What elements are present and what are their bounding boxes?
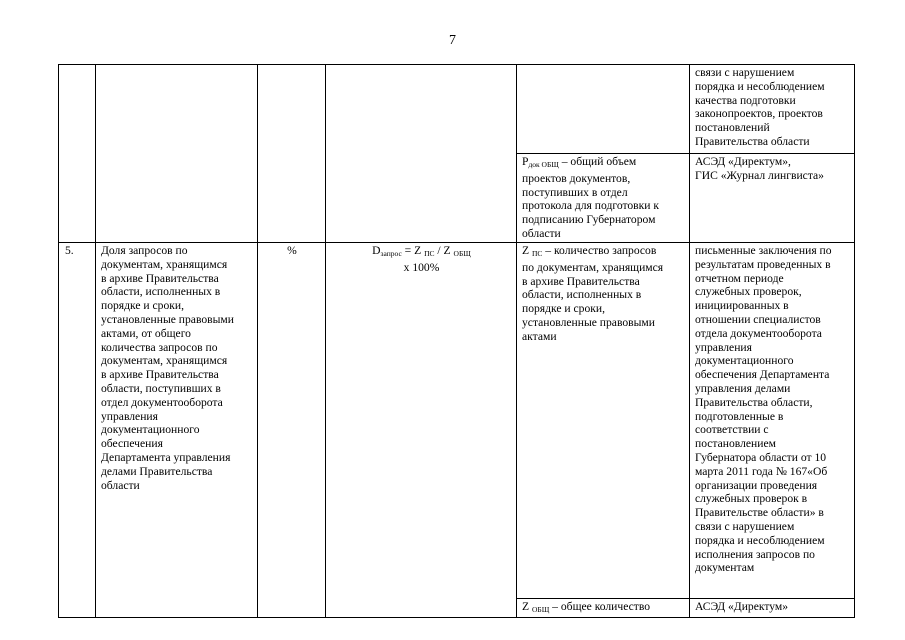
name-line: делами Правительства [101, 464, 213, 478]
indicator-symbol: Z [522, 244, 532, 257]
cell-indicator [517, 243, 690, 599]
name-line: в архиве Правительства [101, 271, 219, 285]
source-line: результатам проведенных в [695, 257, 831, 271]
name-line: количества запросов по [101, 340, 218, 354]
indicator-line: установленные правовыми [522, 315, 655, 329]
formula-multiplier: x 100% [403, 260, 440, 274]
cell-source [690, 243, 855, 599]
name-line: обеспечения [101, 437, 163, 451]
indicator-line: области [522, 226, 561, 240]
formula-line [331, 244, 512, 261]
name-line: Департамента управления [101, 450, 231, 464]
name-line: области [101, 478, 140, 492]
source-line: организации проведения [695, 478, 818, 492]
source-line: управления делами [695, 381, 791, 395]
cell-formula [326, 243, 517, 618]
cell-indicator [517, 154, 690, 243]
source-line: Губернатора области от 10 [695, 450, 827, 464]
source-line: управления [695, 340, 752, 354]
cell-name [96, 65, 258, 243]
name-line: документам, хранящимся [101, 257, 228, 271]
table-row [59, 65, 855, 154]
name-line: в архиве Правительства [101, 368, 219, 382]
indicator-line: подписанию Губернатором [522, 213, 656, 227]
name-line: управления [101, 409, 158, 423]
cell-source-continued [690, 65, 855, 154]
indicator-subscript: док ОБЩ [528, 160, 559, 169]
source-line: АСЭД «Директум», [695, 155, 791, 168]
cell-number: 5. [59, 243, 96, 618]
formula-d-subscript: запрос [380, 249, 402, 258]
formula-eq: = Z [401, 244, 425, 257]
indicator-symbol: P [522, 155, 529, 168]
name-line: Доля запросов по [101, 244, 188, 257]
source-line: качества подготовки [695, 93, 796, 107]
cell-name [96, 243, 258, 618]
source-line: постановлений [695, 121, 770, 135]
indicator-line: области, исполненных в [522, 288, 642, 302]
source-line: Правительства области [695, 134, 810, 148]
source-line: постановлением [695, 437, 776, 451]
cell-unit: % [258, 243, 326, 618]
indicators-table [58, 64, 855, 618]
source-line: документационного [695, 354, 794, 368]
indicator-dash: – [558, 155, 571, 168]
cell-number [59, 65, 96, 243]
indicator-line: протокола для подготовки к [522, 199, 660, 213]
source-line: отчетном периоде [695, 271, 784, 285]
indicator-line [522, 155, 685, 172]
name-line: области, исполненных в [101, 285, 221, 299]
name-line: установленные правовыми [101, 312, 234, 326]
source-line: письменные заключения по [695, 244, 832, 257]
source-line: инициированных в [695, 299, 789, 313]
page-number: 7 [449, 33, 456, 48]
cell-indicator [517, 65, 690, 154]
source-line: исполнения запросов по [695, 547, 815, 561]
cell-source [690, 154, 855, 243]
formula-z1-subscript: ПС [424, 249, 435, 258]
source-line: Правительстве области» в [695, 506, 824, 520]
name-line: области, поступивших в [101, 381, 221, 395]
source-line: законопроектов, проектов [695, 107, 823, 121]
table-row [59, 243, 855, 599]
indicator-text: общий объем [570, 155, 637, 168]
indicator-line: порядке и сроки, [522, 302, 605, 316]
name-line: отдел документооборота [101, 395, 223, 409]
cell-formula [326, 65, 517, 243]
source-line: соответствии с [695, 423, 769, 437]
source-line: ГИС «Журнал лингвиста» [695, 168, 824, 182]
name-line: документационного [101, 423, 200, 437]
indicator-line: проектов документов, [522, 171, 631, 185]
indicator-line [522, 244, 685, 261]
indicator-line: по документам, хранящимся [522, 260, 664, 274]
name-line: документам, хранящимся [101, 354, 228, 368]
source-line: порядка и несоблюдением [695, 79, 825, 93]
source-line: документам [695, 561, 755, 575]
formula-z2-subscript: ОБЩ [453, 249, 471, 258]
indicator-line: актами [522, 329, 557, 343]
cell-unit [258, 65, 326, 243]
indicator-dash: – [549, 600, 561, 613]
indicator-text: количество запросов [554, 244, 657, 257]
source-line: служебных проверок в [695, 492, 808, 506]
indicator-line: поступивших в отдел [522, 185, 628, 199]
source-line: отношении специалистов [695, 312, 821, 326]
source-line: связи с нарушением [695, 66, 795, 79]
cell-indicator [517, 599, 690, 618]
indicator-subscript: ПС [531, 249, 543, 258]
cell-source [690, 599, 855, 618]
source-line: служебных проверок, [695, 285, 802, 299]
source-line: порядка и несоблюдением [695, 533, 825, 547]
formula-slash: / Z [434, 244, 454, 257]
source-line: марта 2011 года № 167«Об [695, 464, 828, 478]
indicator-text: общее количество [560, 600, 651, 613]
source-line: подготовленные в [695, 409, 784, 423]
source-line: АСЭД «Директум» [695, 600, 789, 613]
source-line: Правительства области, [695, 395, 813, 409]
name-line: порядке и сроки, [101, 299, 184, 313]
source-line: обеспечения Департамента [695, 368, 830, 382]
source-line: отдела документооборота [695, 326, 822, 340]
indicator-dash: – [542, 244, 554, 257]
indicator-line [522, 600, 685, 617]
formula-d: D [372, 244, 381, 257]
name-line: актами, от общего [101, 326, 191, 340]
indicator-line: в архиве Правительства [522, 274, 640, 288]
source-line: связи с нарушением [695, 519, 795, 533]
indicator-subscript: ОБЩ [531, 605, 550, 614]
indicator-symbol: Z [522, 600, 532, 613]
